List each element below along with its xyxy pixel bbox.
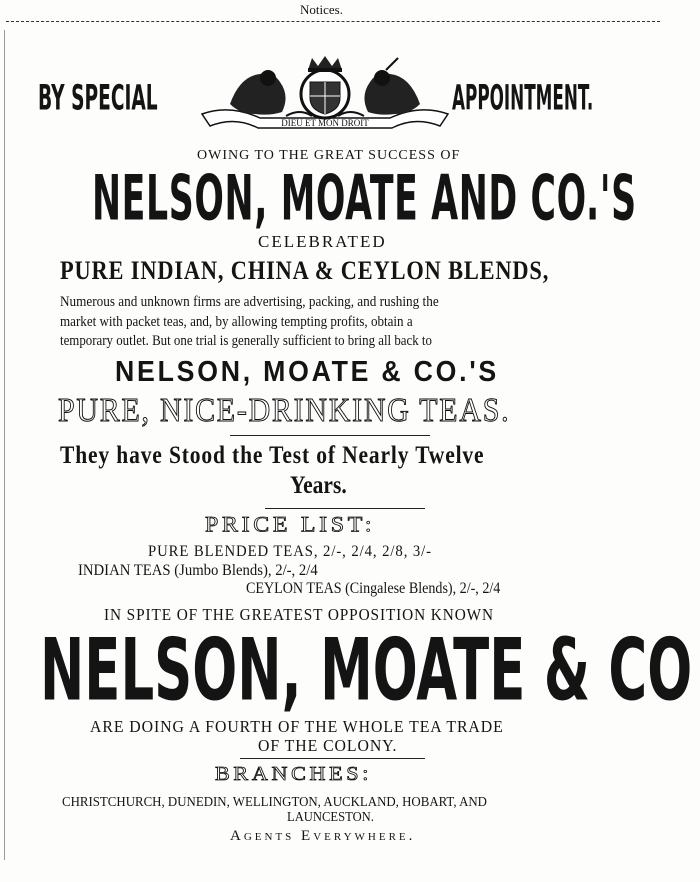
blends-heading: PURE INDIAN, CHINA & CEYLON BLENDS,: [60, 256, 550, 285]
opposition-line: IN SPITE OF THE GREATEST OPPOSITION KNOWN: [104, 605, 494, 624]
paragraph-line-2: market with packet teas, and, by allowing tempting profits, obtain a: [60, 314, 413, 330]
fourth-line-2: OF THE COLONY.: [258, 736, 398, 755]
paragraph-line-3: temporary outlet. But one trial is generally sufficient to bring all back to: [60, 333, 432, 349]
nice-drinking-heading: PURE, NICE-DRINKING TEAS.: [58, 392, 511, 429]
royal-coat-of-arms-icon: [200, 56, 450, 134]
price-line-2: INDIAN TEAS (Jumbo Blends), 2/-, 2/4: [78, 562, 318, 579]
header-rule: [6, 21, 660, 22]
branches-line-2: LAUNCESTON.: [287, 810, 374, 825]
appointment-right: APPOINTMENT.: [452, 78, 594, 119]
test-line-2: Years.: [290, 472, 347, 499]
celebrated-label: CELEBRATED: [258, 232, 387, 251]
price-line-3: CEYLON TEAS (Cingalese Blends), 2/-, 2/4: [246, 580, 501, 597]
running-title: Notices.: [300, 2, 343, 17]
price-line-1: PURE BLENDED TEAS, 2/-, 2/4, 2/8, 3/-: [148, 543, 433, 560]
appointment-left: BY SPECIAL: [38, 78, 158, 119]
divider-2: [265, 508, 425, 509]
company-name-mid: NELSON, MOATE & CO.'S: [115, 356, 499, 388]
paragraph-line-1: Numerous and unknown firms are advertising, packing, and rushing the: [60, 294, 439, 310]
divider-3: [240, 758, 425, 759]
test-line-1: They have Stood the Test of Nearly Twelve: [60, 442, 485, 469]
company-name-large: NELSON, MOATE AND CO.'S: [92, 162, 637, 236]
intro-line: OWING TO THE GREAT SUCCESS OF: [197, 148, 461, 163]
company-name-huge: NELSON, MOATE & CO: [40, 619, 693, 720]
fourth-line-1: ARE DOING A FOURTH OF THE WHOLE TEA TRADE: [90, 717, 504, 736]
price-list-heading: PRICE LIST:: [205, 512, 376, 537]
divider-1: [230, 435, 430, 436]
crest-motto: DIEU ET MON DROIT: [281, 118, 369, 128]
agents-line: Agents Everywhere.: [230, 828, 416, 844]
page-edge-rule: [4, 30, 5, 860]
branches-line-1: CHRISTCHURCH, DUNEDIN, WELLINGTON, AUCKLAND, HOBART, AND: [62, 795, 487, 810]
branches-heading: BRANCHES:: [215, 763, 373, 786]
